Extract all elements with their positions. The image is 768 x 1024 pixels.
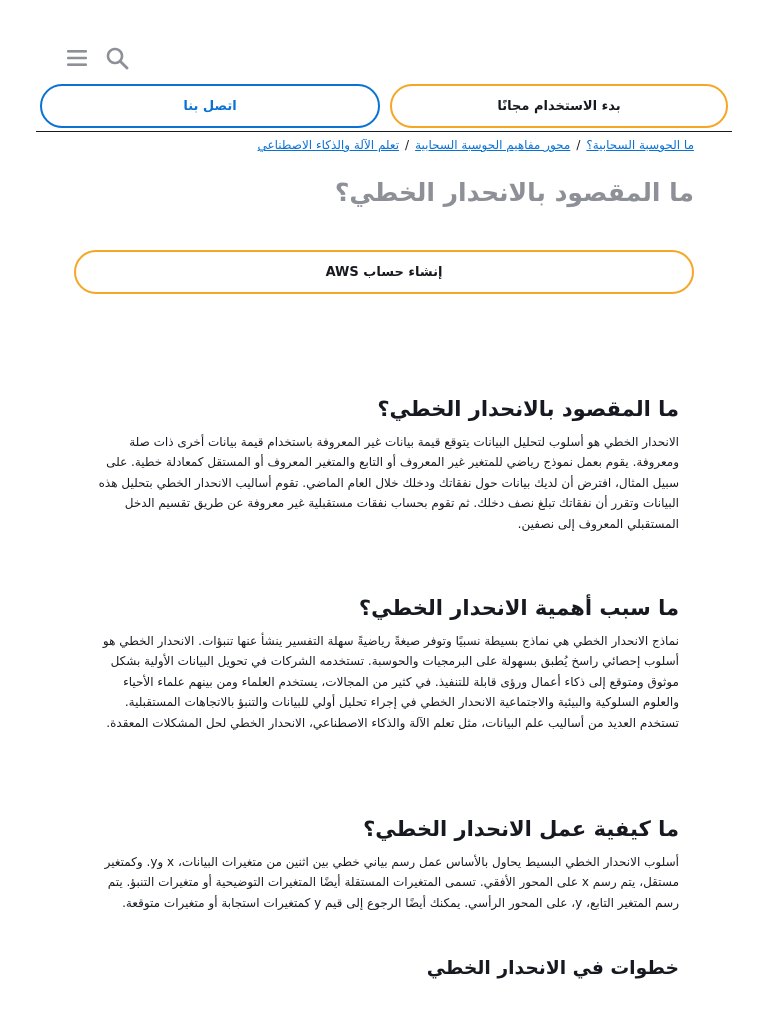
section-heading: ما المقصود بالانحدار الخطي؟	[377, 397, 679, 421]
section-why-important	[85, 593, 679, 733]
top-toolbar	[64, 40, 130, 76]
cta-row	[40, 84, 728, 128]
create-aws-account-button[interactable]: إنشاء حساب AWS	[74, 250, 694, 294]
section-heading: ما كيفية عمل الانحدار الخطي؟	[363, 817, 679, 841]
page-title: ما المقصود بالانحدار الخطي؟	[334, 178, 694, 207]
breadcrumb-separator: /	[405, 138, 410, 152]
search-icon[interactable]	[104, 45, 130, 71]
header-divider	[36, 131, 732, 132]
start-free-button[interactable]: بدء الاستخدام مجانًا	[390, 84, 728, 128]
breadcrumb	[257, 138, 694, 152]
steps-subheading: خطوات في الانحدار الخطي	[426, 958, 679, 979]
breadcrumb-item-ml-ai[interactable]: تعلم الآلة والذكاء الاصطناعي	[257, 138, 400, 152]
section-what-is	[85, 394, 679, 534]
section-body: أسلوب الانحدار الخطي البسيط يحاول بالأساس عمل رسم بياني خطي بين اثنين من متغيرات البيانات، x وy. وكمتغير مستقل، يتم رسم x على المحور الأفقي. تسمى المتغيرات المستقلة أيضًا المتغيرات التوضيحية أو متغيرات التنبؤ. يتم رسم المتغير التابع، y، على المحور الرأسي. يمكنك أيضًا الرجوع إلى قيم y كمتغيرات استجابة أو متغيرات متوقعة.	[104, 855, 679, 910]
breadcrumb-item-concepts-hub[interactable]: محور مفاهيم الحوسبة السحابية	[415, 138, 571, 152]
section-body: نماذج الانحدار الخطي هي نماذج بسيطة نسبيًا وتوفر صيغةً رياضيةً سهلة التفسير ينشأ عنها تنبؤات. الانحدار الخطي هو أسلوب إحصائي راسخ يُطبق بسهولة على البرمجيات والحوسبة. تستخدمه الشركات في تحويل البيانات الأولية بشكل موثوق ومتوقع إلى ذكاء أعمال ورؤى قابلة للتنفيذ. في كثير من المجالات، يستخدم العلماء ومن بينهم علماء الأحياء والعلوم السلوكية والبيئية والاجتماعية الانحدار الخطي في إجراء تحليل أولي للبيانات والتنبؤ بالاتجاهات المستقبلية. تستخدم العديد من أساليب علم البيانات، مثل تعلم الآلة والذكاء الاصطناعي، الانحدار الخطي لحل المشكلات المعقدة.	[102, 634, 679, 730]
breadcrumb-separator: /	[576, 138, 581, 152]
contact-us-button[interactable]: اتصل بنا	[40, 84, 380, 128]
section-how-it-works	[85, 814, 679, 913]
section-heading: ما سبب أهمية الانحدار الخطي؟	[358, 596, 679, 620]
hamburger-menu-icon[interactable]	[64, 45, 90, 71]
section-body: الانحدار الخطي هو أسلوب لتحليل البيانات يتوقع قيمة بيانات غير المعروفة باستخدام قيمة بيانات أخرى ذات صلة ومعروفة. يقوم بعمل نموذج رياضي للمتغير غير المعروف أو التابع والمتغير المعروف أو المستقل كمعادلة خطية. على سبيل المثال، افترض أن لديك بيانات حول نفقاتك ودخلك خلال العام الماضي. تقوم أساليب الانحدار الخطي بتحليل هذه البيانات وتقرر أن نفقاتك تبلغ نصف دخلك. ثم تقوم بحساب نفقات مستقبلية غير معروفة عن طريق تقسيم الدخل المستقبلي المعروف إلى نصفين.	[98, 435, 679, 531]
breadcrumb-item-cloud-computing[interactable]: ما الحوسبة السحابية؟	[586, 138, 694, 152]
